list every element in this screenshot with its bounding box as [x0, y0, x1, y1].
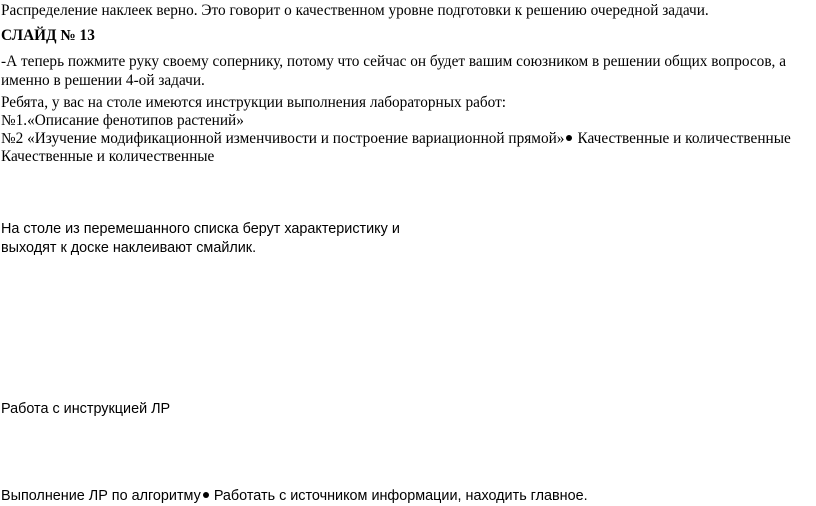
paragraph-line-1: -А теперь пожмите руку своему сопернику, потому что сейчас он будет вашим союзником в решении общих вопросов, а — [1, 53, 786, 70]
instructions-intro: Ребята, у вас на столе имеются инструкции выполнения лабораторных работ: — [1, 94, 507, 111]
lab-item-2-tail: Качественные и количественные — [577, 130, 791, 147]
work-line: Работа с инструкцией ЛР — [1, 401, 171, 417]
execution-row — [1, 487, 588, 505]
slide-heading: СЛАЙД № 13 — [1, 27, 95, 44]
task-line-2: выходят к доске наклеивают смайлик. — [1, 240, 257, 256]
execution-tail: Работать с источником информации, находить главное. — [213, 488, 588, 504]
bullet-icon — [203, 492, 209, 498]
paragraph-line-2: именно в решении 4-ой задачи. — [1, 72, 205, 89]
intro-text: Распределение наклеек верно. Это говорит о качественном уровне подготовки к решению очередной задачи. — [1, 2, 709, 19]
lab-item-2: №2 «Изучение модификационной изменчивости и построение вариационной прямой» — [1, 130, 565, 147]
bullet-icon — [566, 135, 572, 141]
lab-item-1: №1.«Описание фенотипов растений» — [1, 112, 244, 129]
task-line-1: На столе из перемешанного списка берут характеристику и — [1, 221, 400, 237]
lab-item-2-row — [1, 130, 791, 148]
qualitative-line: Качественные и количественные — [1, 148, 215, 165]
execution-line: Выполнение ЛР по алгоритму — [1, 488, 201, 504]
